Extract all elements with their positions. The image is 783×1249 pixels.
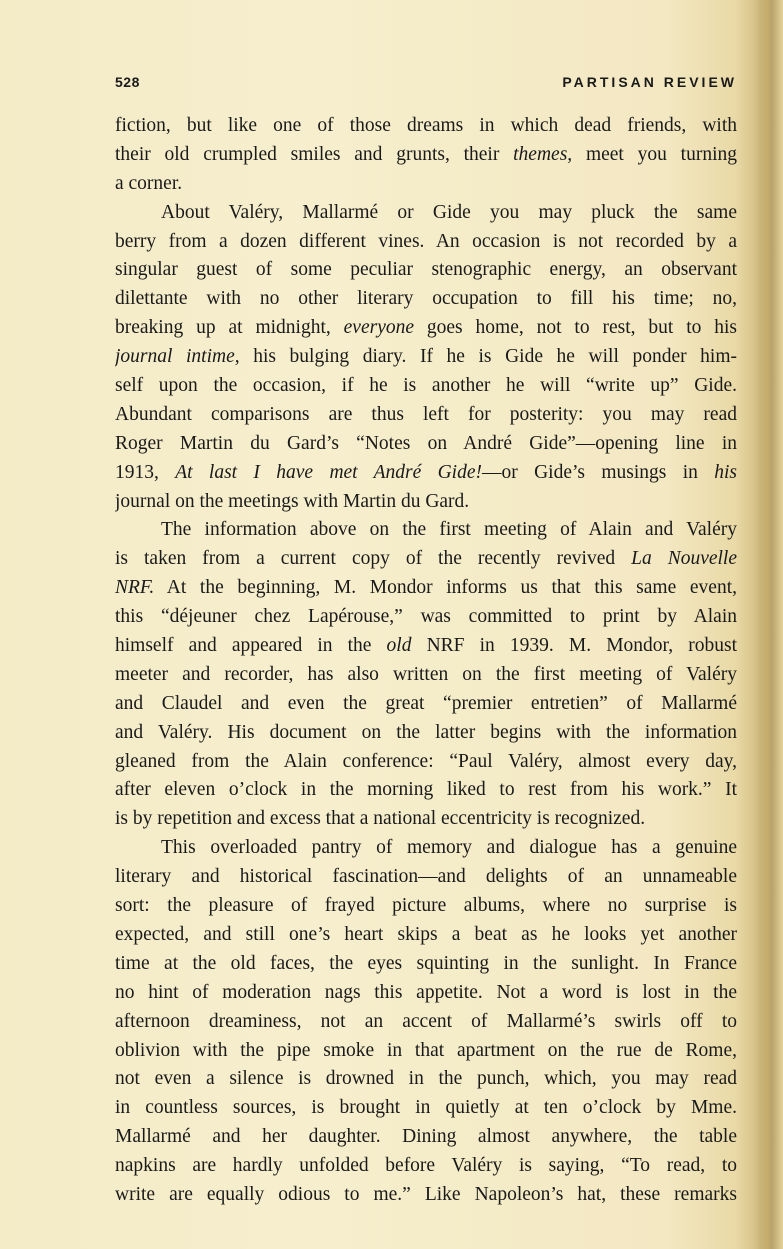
text-line [115, 228, 737, 257]
text-line [115, 516, 737, 545]
text-segment: afternoon dreaminess, not an accent of Mallarmé’s swirls off to [115, 1010, 737, 1032]
text-line [115, 141, 737, 170]
text-segment: Abundant comparisons are thus left for posterity: you may read [115, 403, 737, 425]
text-line [115, 545, 737, 574]
text-segment: expected, and still one’s heart skips a beat as he looks yet another [115, 923, 737, 945]
italic-segment: his [714, 461, 737, 483]
text-line [115, 256, 737, 285]
text-line [115, 834, 737, 863]
book-spine-shadow [755, 0, 783, 1249]
text-segment: Mallarmé and her daughter. Dining almost anywhere, the table [115, 1126, 737, 1148]
italic-segment: themes, [513, 143, 573, 165]
text-segment: About Valéry, Mallarmé or Gide you may pluck the same [161, 201, 737, 223]
page-number: 528 [115, 74, 140, 90]
text-segment: not even a silence is drowned in the punch, which, you may read [115, 1068, 737, 1090]
text-segment: singular guest of some peculiar stenographic energy, an observant [115, 259, 737, 281]
text-line [115, 343, 737, 372]
text-line [115, 459, 737, 488]
text-segment: meeter and recorder, has also written on the first meeting of Valéry [115, 663, 737, 685]
text-line [115, 1065, 737, 1094]
text-segment: napkins are hardly unfolded before Valéry is saying, “To read, to [115, 1155, 737, 1177]
text-segment: and Claudel and even the great “premier entretien” of Mallarmé [115, 692, 737, 714]
text-segment: NRF in 1939. M. Mondor, robust [411, 635, 737, 657]
text-line [115, 719, 737, 748]
text-segment: journal on the meetings with Martin du Gard. [115, 490, 470, 512]
text-line [115, 1008, 737, 1037]
text-line [115, 199, 737, 228]
text-segment: This overloaded pantry of memory and dialogue has a genuine [161, 837, 737, 859]
text-segment: a corner. [115, 172, 183, 194]
italic-segment: At last I have met André Gide! [175, 461, 482, 483]
text-segment: dilettante with no other literary occupation to fill his time; no, [115, 288, 737, 310]
text-segment: Roger Martin du Gard’s “Notes on André Gide”—opening line in [115, 432, 737, 454]
running-header [115, 74, 737, 98]
italic-segment: journal intime, [115, 346, 240, 368]
text-segment: goes home, not to rest, but to his [414, 317, 737, 339]
text-line [115, 314, 737, 343]
text-segment: no hint of moderation nags this appetite. Not a word is lost in the [115, 981, 737, 1003]
text-line [115, 488, 737, 517]
text-line [115, 430, 737, 459]
italic-segment: NRF. [115, 577, 155, 599]
text-segment: write are equally odious to me.” Like Napoleon’s hat, these remarks [115, 1183, 737, 1205]
text-line [115, 690, 737, 719]
text-segment: At the beginning, M. Mondor informs us that this same event, [154, 577, 737, 599]
text-line [115, 603, 737, 632]
text-segment: himself and appeared in the [115, 635, 387, 657]
text-line [115, 1123, 737, 1152]
text-segment: —or Gide’s musings in [482, 461, 715, 483]
text-segment: berry from a dozen different vines. An occasion is not recorded by a [115, 230, 737, 252]
italic-segment: old [386, 635, 412, 657]
text-segment: after eleven o’clock in the morning liked to rest from his work.” It [115, 779, 737, 801]
text-line [115, 632, 737, 661]
text-segment: 1913, [115, 461, 176, 483]
text-segment: self upon the occasion, if he is another he will “write up” Gide. [115, 375, 737, 397]
text-line [115, 372, 737, 401]
text-line [115, 401, 737, 430]
running-title: PARTISAN REVIEW [562, 74, 737, 90]
text-line [115, 1037, 737, 1066]
text-segment: breaking up at midnight, [115, 317, 344, 339]
text-segment: in countless sources, is brought in quietly at ten o’clock by Mme. [115, 1097, 737, 1119]
italic-segment: La Nouvelle [631, 548, 737, 570]
text-line [115, 1152, 737, 1181]
text-line [115, 661, 737, 690]
text-line [115, 574, 737, 603]
text-segment: meet you turning [572, 143, 737, 165]
text-line [115, 892, 737, 921]
text-segment: is taken from a current copy of the recently revived [115, 548, 632, 570]
body-text [115, 112, 737, 1210]
text-segment: gleaned from the Alain conference: “Paul Valéry, almost every day, [115, 750, 737, 772]
text-segment: this “déjeuner chez Lapérouse,” was committed to print by Alain [115, 606, 737, 628]
text-line [115, 1181, 737, 1210]
text-segment: their old crumpled smiles and grunts, their [115, 143, 514, 165]
text-line [115, 748, 737, 777]
text-segment: is by repetition and excess that a national eccentricity is recognized. [115, 808, 646, 830]
text-segment: sort: the pleasure of frayed picture albums, where no surprise is [115, 895, 737, 917]
text-line [115, 112, 737, 141]
text-line [115, 1094, 737, 1123]
text-line [115, 805, 737, 834]
text-line [115, 170, 737, 199]
text-line [115, 863, 737, 892]
text-segment: his bulging diary. If he is Gide he will ponder him- [239, 346, 737, 368]
text-segment: fiction, but like one of those dreams in which dead friends, with [115, 115, 737, 136]
text-line [115, 921, 737, 950]
text-segment: time at the old faces, the eyes squinting in the sunlight. In France [115, 952, 737, 974]
text-segment: literary and historical fascination—and delights of an unnameable [115, 866, 737, 888]
text-line [115, 285, 737, 314]
text-line [115, 950, 737, 979]
text-segment: The information above on the first meeting of Alain and Valéry [161, 519, 737, 541]
text-segment: oblivion with the pipe smoke in that apartment on the rue de Rome, [115, 1039, 737, 1061]
italic-segment: everyone [343, 317, 415, 339]
text-segment: and Valéry. His document on the latter begins with the information [115, 721, 737, 743]
text-line [115, 979, 737, 1008]
text-line [115, 776, 737, 805]
